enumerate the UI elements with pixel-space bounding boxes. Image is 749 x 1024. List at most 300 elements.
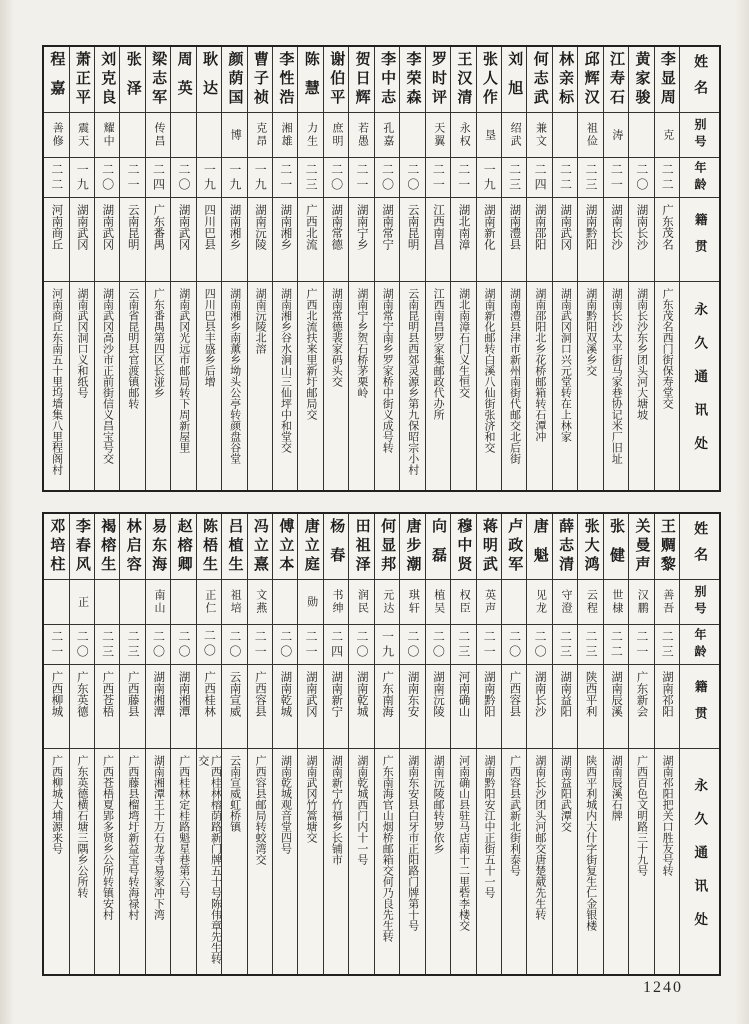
address-cell: 湖南邵阳北乡花桥邮箱转石潭冲 xyxy=(533,288,546,442)
age-cell: 二〇 xyxy=(527,625,551,665)
native-place-cell: 河南确山 xyxy=(451,665,475,749)
native-place-cell: 湖南武冈 xyxy=(171,198,195,282)
native-place-cell: 湖南乾城 xyxy=(273,665,297,749)
name-cell: 林亲标 xyxy=(553,47,577,113)
address-cell: 广西北流扶来里新圩邮局交 xyxy=(304,288,317,420)
name-cell: 卢政军 xyxy=(502,514,526,580)
age-cell: 二〇 xyxy=(222,625,246,665)
address-cell: 江西南昌罗家集邮政代办所 xyxy=(432,288,445,420)
alias-cell: 庶明 xyxy=(324,113,348,158)
address-cell: 湖南沅陵北溶 xyxy=(254,288,267,354)
name-cell: 贺日辉 xyxy=(349,47,373,113)
name-cell: 穆中贤 xyxy=(451,514,475,580)
entry-column xyxy=(196,47,221,490)
alias-cell xyxy=(95,580,119,625)
entry-column xyxy=(323,514,348,974)
native-place-cell: 广西北流 xyxy=(298,198,322,282)
name-cell: 向磊 xyxy=(426,514,450,580)
directory-table-bottom xyxy=(42,512,721,976)
address-cell: 河南确山县驻马店南十二里砦李楼交 xyxy=(457,755,470,931)
name-cell: 谢伯平 xyxy=(324,47,348,113)
native-place-cell: 湖南益阳 xyxy=(553,665,577,749)
entry-column xyxy=(450,514,475,974)
native-place-cell: 广西苍梧 xyxy=(95,665,119,749)
entry-column xyxy=(450,47,475,490)
age-cell: 一九 xyxy=(70,158,94,198)
entry-column xyxy=(297,514,322,974)
native-place-cell: 湖南长沙 xyxy=(604,198,628,282)
native-place-cell: 广西容县 xyxy=(502,665,526,749)
age-cell: 二二 xyxy=(604,625,628,665)
name-cell: 张大鸿 xyxy=(578,514,602,580)
native-place-cell: 云南昆明 xyxy=(400,198,424,282)
address-cell: 湖南东安县白牙市正阳路门牌第十号 xyxy=(406,755,419,931)
age-cell: 二一 xyxy=(248,625,272,665)
alias-cell xyxy=(120,113,144,158)
name-cell: 李荣森 xyxy=(400,47,424,113)
alias-cell: 永权 xyxy=(451,113,475,158)
age-cell: 二〇 xyxy=(273,625,297,665)
native-place-cell: 广东番禺 xyxy=(146,198,170,282)
native-place-cell: 湖南湘潭 xyxy=(146,665,170,749)
entry-column xyxy=(552,47,577,490)
alias-cell xyxy=(553,113,577,158)
native-place-cell: 湖南沅陵 xyxy=(426,665,450,749)
name-cell: 周英 xyxy=(171,47,195,113)
age-cell: 二三 xyxy=(298,158,322,198)
age-cell: 二一 xyxy=(426,158,450,198)
native-place-cell: 湖南宁乡 xyxy=(349,198,373,282)
entry-column xyxy=(69,514,94,974)
name-cell: 薛志清 xyxy=(553,514,577,580)
native-place-cell: 湖南武冈 xyxy=(95,198,119,282)
address-cell: 云南宣威虹桥镇 xyxy=(228,755,241,832)
address-cell: 湖南祁阳把关口胜友号转 xyxy=(661,755,674,876)
entry-column xyxy=(552,514,577,974)
entry-column xyxy=(119,514,144,974)
name-cell: 易东海 xyxy=(146,514,170,580)
address-cell: 湖南武冈光远市邮局转下周新屋里 xyxy=(177,288,190,453)
native-place-cell: 湖南东安 xyxy=(400,665,424,749)
alias-cell: 权臣 xyxy=(451,580,475,625)
alias-cell xyxy=(502,580,526,625)
name-cell: 刘旭 xyxy=(502,47,526,113)
header-name: 姓名 xyxy=(680,514,719,580)
native-place-cell: 湖南长沙 xyxy=(527,665,551,749)
native-place-cell: 湖南常宁 xyxy=(375,198,399,282)
address-cell: 湖南益阳武潭交 xyxy=(559,755,572,832)
address-cell: 四川巴县丰盛乡后增 xyxy=(203,288,216,387)
address-cell: 广东英德横石塘三隅乡公所转 xyxy=(76,755,89,898)
alias-cell xyxy=(273,580,297,625)
age-cell: 二一 xyxy=(451,158,475,198)
age-cell: 二二 xyxy=(44,158,68,198)
native-place-cell: 湖南沅陵 xyxy=(248,198,272,282)
native-place-cell: 湖南常德 xyxy=(324,198,348,282)
alias-cell: 善修 xyxy=(44,113,68,158)
age-cell: 二二 xyxy=(553,158,577,198)
entry-column xyxy=(526,514,551,974)
age-cell: 二四 xyxy=(146,158,170,198)
entry-column xyxy=(69,47,94,490)
alias-cell xyxy=(120,580,144,625)
header-alias: 别号 xyxy=(680,580,719,625)
alias-cell: 震天 xyxy=(70,113,94,158)
alias-cell: 善吾 xyxy=(655,580,679,625)
age-cell: 二〇 xyxy=(197,625,221,665)
name-cell: 王赒黎 xyxy=(655,514,679,580)
age-cell: 一九 xyxy=(222,158,246,198)
address-cell: 广西桂林定桂路魁星巷第六号 xyxy=(177,755,190,898)
name-cell: 李显周 xyxy=(655,47,679,113)
alias-cell: 力生 xyxy=(298,113,322,158)
address-cell: 广东番禺第四区长湴乡 xyxy=(152,288,165,398)
entry-column xyxy=(119,47,144,490)
alias-cell: 守澄 xyxy=(553,580,577,625)
entry-column xyxy=(374,514,399,974)
address-cell: 广东南海官山烟桥邮箱交何乃良先生转 xyxy=(381,755,394,942)
alias-cell xyxy=(629,113,653,158)
address-cell: 广西容县武新北街利泰号 xyxy=(508,755,521,876)
name-cell: 张人作 xyxy=(477,47,501,113)
age-cell: 二三 xyxy=(95,625,119,665)
age-cell: 二一 xyxy=(120,158,144,198)
alias-cell: 耀中 xyxy=(95,113,119,158)
entry-column xyxy=(170,47,195,490)
age-cell: 二〇 xyxy=(146,625,170,665)
address-cell: 广西百色文明路三十九号 xyxy=(635,755,648,876)
address-cell: 陕西平利城内大什字街复生仁金银楼 xyxy=(584,755,597,931)
native-place-cell: 陕西平利 xyxy=(578,665,602,749)
entry-column xyxy=(603,514,628,974)
native-place-cell: 广东茂名 xyxy=(655,198,679,282)
name-cell: 李性浩 xyxy=(273,47,297,113)
name-cell: 唐步潮 xyxy=(400,514,424,580)
native-place-cell: 广西藤县 xyxy=(120,665,144,749)
age-cell: 一九 xyxy=(375,625,399,665)
native-place-cell: 广东英德 xyxy=(70,665,94,749)
entry-column xyxy=(425,514,450,974)
alias-cell: 英声 xyxy=(477,580,501,625)
alias-cell: 琪轩 xyxy=(400,580,424,625)
alias-cell: 涛 xyxy=(604,113,628,158)
entry-column xyxy=(399,47,424,490)
address-cell: 湖南武冈洞口兴元堂转在上林家 xyxy=(559,288,572,442)
name-cell: 赵榕卿 xyxy=(171,514,195,580)
age-cell: 二〇 xyxy=(400,158,424,198)
alias-cell: 垦 xyxy=(477,113,501,158)
header-column xyxy=(679,47,719,490)
alias-cell: 见龙 xyxy=(527,580,551,625)
entry-column xyxy=(272,514,297,974)
address-cell: 湖南黔阳安江中正街五十一号 xyxy=(483,755,496,898)
age-cell: 二三 xyxy=(553,625,577,665)
name-cell: 陈梧生 xyxy=(197,514,221,580)
native-place-cell: 云南昆明 xyxy=(120,198,144,282)
alias-cell: 南山 xyxy=(146,580,170,625)
age-cell: 二三 xyxy=(578,158,602,198)
address-cell: 湖南宁乡贺石桥茅栗岭 xyxy=(355,288,368,398)
age-cell: 一九 xyxy=(477,158,501,198)
address-cell: 湖南新宁竹福乡长铺市 xyxy=(330,755,343,865)
native-place-cell: 湖南武冈 xyxy=(553,198,577,282)
native-place-cell: 湖南邵阳 xyxy=(527,198,551,282)
age-cell: 二一 xyxy=(629,625,653,665)
entry-column xyxy=(501,514,526,974)
name-cell: 关曼声 xyxy=(629,514,653,580)
alias-cell: 祖俭 xyxy=(578,113,602,158)
header-column xyxy=(679,514,719,974)
name-cell: 罗时评 xyxy=(426,47,450,113)
address-cell: 湖南乾城观音堂四号 xyxy=(279,755,292,854)
age-cell: 二〇 xyxy=(171,625,195,665)
name-cell: 黄家骏 xyxy=(629,47,653,113)
age-cell: 二〇 xyxy=(502,625,526,665)
name-cell: 张健 xyxy=(604,514,628,580)
alias-cell xyxy=(171,113,195,158)
name-cell: 曹子祯 xyxy=(248,47,272,113)
native-place-cell: 四川巴县 xyxy=(197,198,221,282)
age-cell: 二三 xyxy=(655,625,679,665)
age-cell: 二一 xyxy=(349,158,373,198)
address-cell: 湖南乾城西门内十一号 xyxy=(355,755,368,865)
age-cell: 二三 xyxy=(578,625,602,665)
alias-cell: 若愚 xyxy=(349,113,373,158)
entry-column xyxy=(603,47,628,490)
address-cell: 云南省昆明县官渡镇邮转 xyxy=(126,288,139,409)
address-cell: 广东茂名西门街保寿堂交 xyxy=(661,288,674,409)
native-place-cell: 云南宣威 xyxy=(222,665,246,749)
entry-column xyxy=(44,47,68,490)
age-cell: 二三 xyxy=(120,625,144,665)
alias-cell xyxy=(44,580,68,625)
address-cell: 广西容县邮局转蛟湾交 xyxy=(254,755,267,865)
name-cell: 耿达 xyxy=(197,47,221,113)
name-cell: 何志武 xyxy=(527,47,551,113)
native-place-cell: 广西桂林 xyxy=(197,665,221,749)
entry-column xyxy=(374,47,399,490)
age-cell: 二三 xyxy=(451,625,475,665)
age-cell: 二一 xyxy=(44,625,68,665)
alias-cell: 世棣 xyxy=(604,580,628,625)
entry-column xyxy=(44,514,68,974)
name-cell: 颜荫国 xyxy=(222,47,246,113)
alias-cell: 孔嘉 xyxy=(375,113,399,158)
age-cell: 二一 xyxy=(477,625,501,665)
age-cell: 二〇 xyxy=(375,158,399,198)
header-native-place: 籍贯 xyxy=(680,665,719,749)
address-cell: 湖南湘乡谷水涧山三仙坪中和堂交 xyxy=(279,288,292,453)
age-cell: 二〇 xyxy=(426,625,450,665)
alias-cell: 绍武 xyxy=(502,113,526,158)
address-cell: 湖南辰溪石牌 xyxy=(610,755,623,821)
alias-cell: 植吴 xyxy=(426,580,450,625)
entry-column xyxy=(399,514,424,974)
native-place-cell: 广东新会 xyxy=(629,665,653,749)
entry-column xyxy=(170,514,195,974)
native-place-cell: 湖南湘潭 xyxy=(171,665,195,749)
name-cell: 傅立本 xyxy=(273,514,297,580)
alias-cell: 克 xyxy=(655,113,679,158)
age-cell: 一九 xyxy=(197,158,221,198)
age-cell: 二四 xyxy=(527,158,551,198)
entry-column xyxy=(145,514,170,974)
entry-column xyxy=(145,47,170,490)
entry-column xyxy=(476,514,501,974)
age-cell: 二一 xyxy=(273,158,297,198)
alias-cell: 湘雄 xyxy=(273,113,297,158)
name-cell: 程嘉 xyxy=(44,47,68,113)
native-place-cell: 湖南新宁 xyxy=(324,665,348,749)
alias-cell: 文燕 xyxy=(248,580,272,625)
native-place-cell: 湖南新化 xyxy=(477,198,501,282)
name-cell: 张泽 xyxy=(120,47,144,113)
entry-column xyxy=(94,47,119,490)
alias-cell: 云程 xyxy=(578,580,602,625)
name-cell: 何显邦 xyxy=(375,514,399,580)
address-cell: 湖南澧县津市新州南街代邮交北后街 xyxy=(508,288,521,464)
address-cell: 广西桂林榕荫路新门牌五十号陈伟章先生转交 xyxy=(196,754,222,964)
address-cell: 湖南武冈洞口义和纸号 xyxy=(76,288,89,398)
age-cell: 二二 xyxy=(655,158,679,198)
address-cell: 湖南长沙团头河邮交唐楚葳先生转 xyxy=(533,755,546,920)
age-cell: 二一 xyxy=(604,158,628,198)
alias-cell: 正 xyxy=(70,580,94,625)
entry-column xyxy=(323,47,348,490)
alias-cell: 克昂 xyxy=(248,113,272,158)
header-age: 年龄 xyxy=(680,625,719,665)
directory-table-top xyxy=(42,45,721,492)
name-cell: 王汉清 xyxy=(451,47,475,113)
name-cell: 吕植生 xyxy=(222,514,246,580)
alias-cell: 书绅 xyxy=(324,580,348,625)
entry-column xyxy=(297,47,322,490)
native-place-cell: 湖南武冈 xyxy=(70,198,94,282)
native-place-cell: 湖南武冈 xyxy=(298,665,322,749)
name-cell: 蒋明武 xyxy=(477,514,501,580)
name-cell: 唐魁 xyxy=(527,514,551,580)
alias-cell: 正仁 xyxy=(197,580,221,625)
alias-cell: 兼文 xyxy=(527,113,551,158)
name-cell: 江寿石 xyxy=(604,47,628,113)
native-place-cell: 湖南黔阳 xyxy=(578,198,602,282)
address-cell: 湖南武冈高沙市正前街信义昌宝号交 xyxy=(101,288,114,464)
age-cell: 二〇 xyxy=(324,158,348,198)
name-cell: 李中志 xyxy=(375,47,399,113)
header-alias: 别号 xyxy=(680,113,719,158)
alias-cell: 润民 xyxy=(349,580,373,625)
name-cell: 梁志军 xyxy=(146,47,170,113)
entry-column xyxy=(628,514,653,974)
age-cell: 二〇 xyxy=(629,158,653,198)
name-cell: 陈慧 xyxy=(298,47,322,113)
header-name: 姓名 xyxy=(680,47,719,113)
entry-column xyxy=(628,47,653,490)
entry-column xyxy=(348,47,373,490)
address-cell: 湖南新化邮转白溪八仙街张济和交 xyxy=(483,288,496,453)
native-place-cell: 广西容县 xyxy=(248,665,272,749)
address-cell: 云南昆明县西郊灵源乡第九保昭宗小村 xyxy=(406,288,419,475)
address-cell: 河南商丘东南五十里坞墙集八里程阁村 xyxy=(50,288,63,475)
address-cell: 湖南长沙东乡团头河大塘坡 xyxy=(635,288,648,420)
alias-cell: 勋 xyxy=(298,580,322,625)
entry-column xyxy=(94,514,119,974)
alias-cell: 元达 xyxy=(375,580,399,625)
alias-cell: 汉鹏 xyxy=(629,580,653,625)
name-cell: 冯立熹 xyxy=(248,514,272,580)
age-cell: 一九 xyxy=(248,158,272,198)
native-place-cell: 广西柳城 xyxy=(44,665,68,749)
entry-column xyxy=(348,514,373,974)
entry-column xyxy=(577,47,602,490)
entry-column xyxy=(425,47,450,490)
address-cell: 湖南常德裴家码头交 xyxy=(330,288,343,387)
name-cell: 林启容 xyxy=(120,514,144,580)
native-place-cell: 湖南澧县 xyxy=(502,198,526,282)
age-cell: 二一 xyxy=(298,625,322,665)
native-place-cell: 湖北南漳 xyxy=(451,198,475,282)
entry-column xyxy=(654,514,679,974)
entry-column xyxy=(526,47,551,490)
address-cell: 湖南长沙太平街马家巷协记米厂旧址 xyxy=(610,288,623,464)
header-age: 年龄 xyxy=(680,158,719,198)
entry-column xyxy=(272,47,297,490)
age-cell: 二〇 xyxy=(95,158,119,198)
alias-cell xyxy=(400,113,424,158)
name-cell: 刘克良 xyxy=(95,47,119,113)
name-cell: 杨春 xyxy=(324,514,348,580)
entry-column xyxy=(501,47,526,490)
native-place-cell: 湖南黔阳 xyxy=(477,665,501,749)
age-cell: 二〇 xyxy=(171,158,195,198)
native-place-cell: 湖南祁阳 xyxy=(655,665,679,749)
name-cell: 唐立庭 xyxy=(298,514,322,580)
entry-column xyxy=(476,47,501,490)
alias-cell xyxy=(197,113,221,158)
name-cell: 田祖泽 xyxy=(349,514,373,580)
address-cell: 广西苍梧夏郢多贤乡公所转镇安村 xyxy=(101,755,114,920)
native-place-cell: 河南商丘 xyxy=(44,198,68,282)
address-cell: 湖北南漳石门义生恒交 xyxy=(457,288,470,398)
native-place-cell: 广东南海 xyxy=(375,665,399,749)
header-native-place: 籍贯 xyxy=(680,198,719,282)
alias-cell xyxy=(171,580,195,625)
name-cell: 褐榕生 xyxy=(95,514,119,580)
native-place-cell: 江西南昌 xyxy=(426,198,450,282)
age-cell: 二四 xyxy=(324,625,348,665)
entry-column xyxy=(196,514,221,974)
native-place-cell: 湖南长沙 xyxy=(629,198,653,282)
alias-cell: 传昌 xyxy=(146,113,170,158)
header-address: 永久通讯处 xyxy=(692,777,708,946)
age-cell: 二〇 xyxy=(70,625,94,665)
entry-column xyxy=(247,47,272,490)
address-cell: 广西藤县榴塆圩新益宝号转海禄村 xyxy=(126,755,139,920)
native-place-cell: 湖南乾城 xyxy=(349,665,373,749)
alias-cell: 博 xyxy=(222,113,246,158)
entry-column xyxy=(221,47,246,490)
age-cell: 二〇 xyxy=(349,625,373,665)
address-cell: 湖南湘潭王十万石龙寺易家冲下湾 xyxy=(152,755,165,920)
address-cell: 广西柳城大埔源来号 xyxy=(50,755,63,854)
name-cell: 萧正平 xyxy=(70,47,94,113)
name-cell: 李春风 xyxy=(70,514,94,580)
native-place-cell: 湖南辰溪 xyxy=(604,665,628,749)
header-address: 永久通讯处 xyxy=(692,302,708,470)
address-cell: 湖南沅陵邮转罗依乡 xyxy=(432,755,445,854)
alias-cell: 天翼 xyxy=(426,113,450,158)
entry-column xyxy=(221,514,246,974)
